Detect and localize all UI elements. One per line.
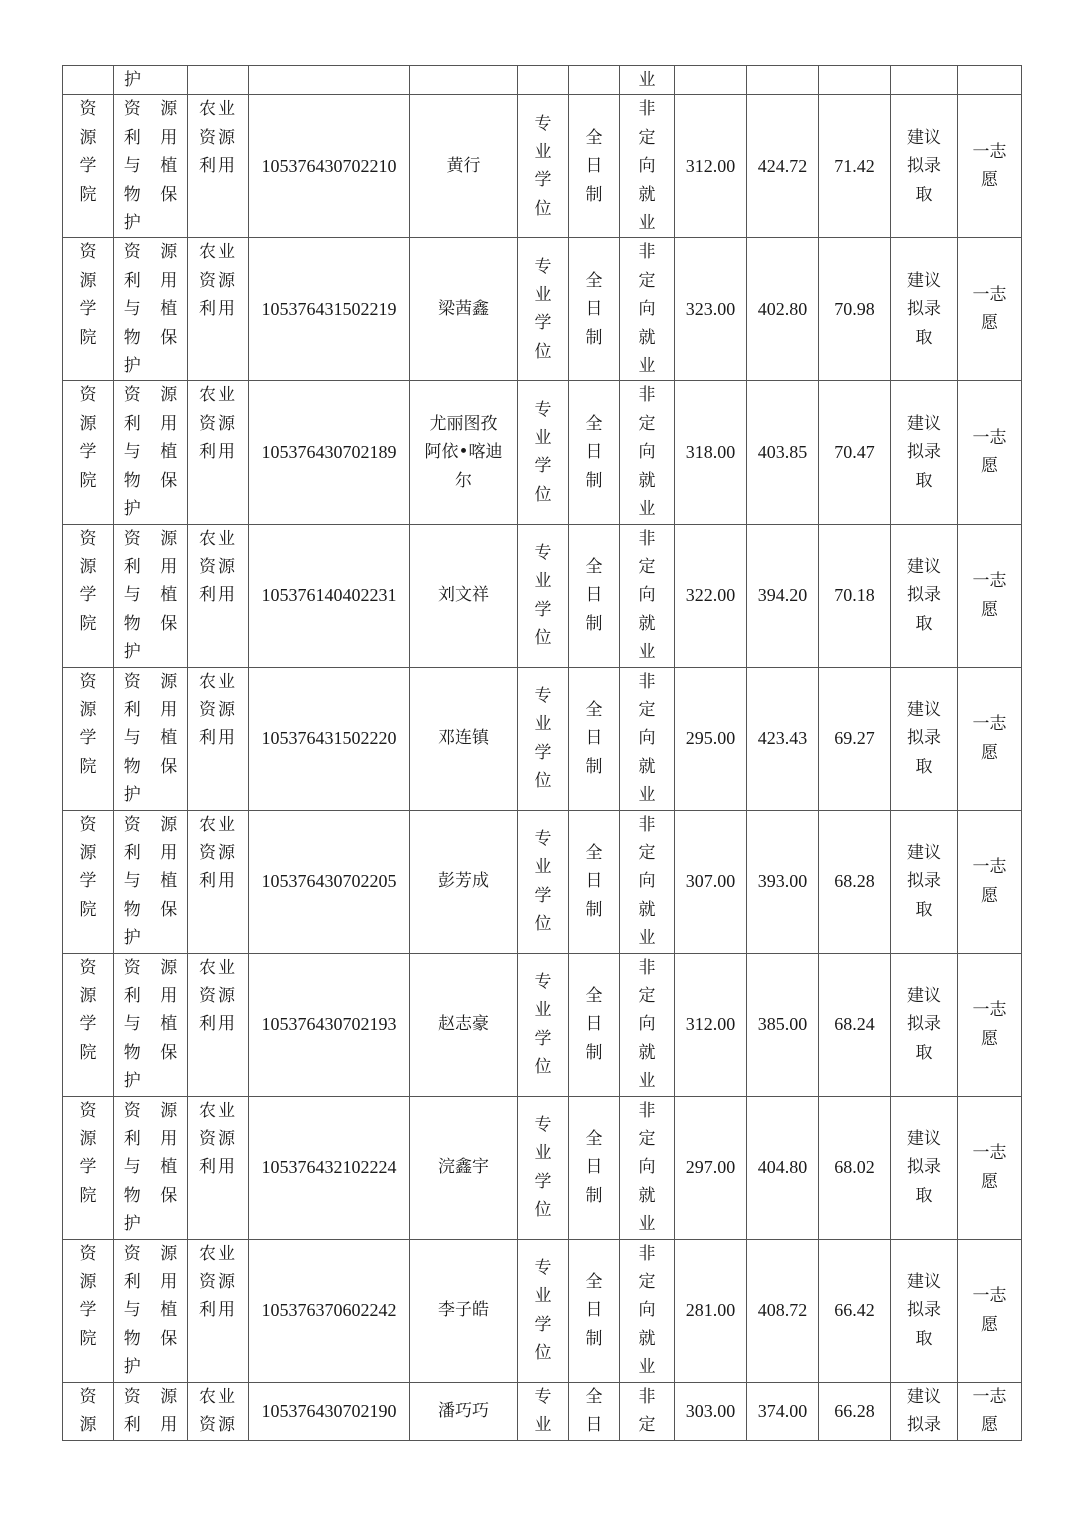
retest-score-cell: 408.72 <box>747 1239 819 1382</box>
exam-id-cell: 105376431502220 <box>249 667 410 810</box>
decision-cell <box>891 66 958 95</box>
total-score-cell: 68.24 <box>819 953 891 1096</box>
total-cell <box>819 66 891 95</box>
total-score-cell: 68.02 <box>819 1096 891 1239</box>
table-row <box>63 381 1022 524</box>
degree-type-cell: 专业学位 <box>518 95 569 238</box>
name-cell: 李子皓 <box>410 1239 518 1382</box>
table-row <box>63 953 1022 1096</box>
name-cell: 黄行 <box>410 95 518 238</box>
study-mode-cell: 全日制 <box>569 95 620 238</box>
major-cell: 资 源 利 用 与 植 物 保 护 <box>114 1096 188 1239</box>
major-cell: 资 源 利 用 与 植 物 保 护 <box>114 381 188 524</box>
college-cell: 资源学院 <box>63 810 114 953</box>
degree-type-cell: 专业学位 <box>518 1096 569 1239</box>
direction-cell: 农业资源利用 <box>188 381 249 524</box>
study-mode-cell: 全日制 <box>569 953 620 1096</box>
exam-id-cell: 105376430702210 <box>249 95 410 238</box>
college-cell: 资源学院 <box>63 95 114 238</box>
prelim-score-cell: 318.00 <box>675 381 747 524</box>
retest-cell <box>747 66 819 95</box>
decision-cell: 建议拟录取 <box>891 238 958 381</box>
decision-cell: 建议拟录取 <box>891 1239 958 1382</box>
exam-id-cell: 105376140402231 <box>249 524 410 667</box>
direction-cell: 农业资源利用 <box>188 524 249 667</box>
choice-cell: 一志愿 <box>958 810 1022 953</box>
employment-type-cell: 非定向就业 <box>620 524 675 667</box>
exam-id-cell: 105376430702205 <box>249 810 410 953</box>
partial-top-row <box>63 66 1022 95</box>
major-cell: 资 源 利 用 与 植 物 保 护 <box>114 95 188 238</box>
name-cell: 梁茜鑫 <box>410 238 518 381</box>
total-score-cell: 70.47 <box>819 381 891 524</box>
table-row <box>63 1239 1022 1382</box>
direction-cell: 农业资源利用 <box>188 1096 249 1239</box>
choice-cell: 一志愿 <box>958 667 1022 810</box>
major-cell: 资 源 利 用 与 植 物 保 护 <box>114 953 188 1096</box>
id-cell <box>249 66 410 95</box>
prelim-score-cell: 307.00 <box>675 810 747 953</box>
name-cell: 潘巧巧 <box>410 1382 518 1440</box>
degree-type-cell: 专业 <box>518 1382 569 1440</box>
employment-type-cell: 非定向就业 <box>620 95 675 238</box>
admission-table <box>62 65 1022 1441</box>
degree-type-cell: 专业学位 <box>518 667 569 810</box>
retest-score-cell: 403.85 <box>747 381 819 524</box>
decision-cell: 建议拟录取 <box>891 810 958 953</box>
decision-cell: 建议拟录取 <box>891 667 958 810</box>
decision-cell: 建议拟录取 <box>891 381 958 524</box>
choice-cell: 一志愿 <box>958 1096 1022 1239</box>
direction-cell: 农业资源利用 <box>188 667 249 810</box>
prelim-score-cell: 312.00 <box>675 95 747 238</box>
decision-cell: 建议拟录取 <box>891 1096 958 1239</box>
decision-cell: 建议拟录取 <box>891 95 958 238</box>
employment-type-cell: 非定 <box>620 1382 675 1440</box>
employment-type-cell: 非定向就业 <box>620 667 675 810</box>
name-cell: 尤丽图孜阿依•喀迪尔 <box>410 381 518 524</box>
total-score-cell: 71.42 <box>819 95 891 238</box>
name-cell: 彭芳成 <box>410 810 518 953</box>
degree-type-cell: 专业学位 <box>518 953 569 1096</box>
study-mode-cell: 全日制 <box>569 524 620 667</box>
degree-cell <box>518 66 569 95</box>
college-cell: 资源学院 <box>63 381 114 524</box>
prelim-score-cell: 297.00 <box>675 1096 747 1239</box>
study-mode-cell: 全日制 <box>569 381 620 524</box>
table-row <box>63 95 1022 238</box>
table-row <box>63 810 1022 953</box>
college-cell <box>63 66 114 95</box>
major-cell: 护 <box>114 66 188 95</box>
retest-score-cell: 394.20 <box>747 524 819 667</box>
prelim-score-cell: 323.00 <box>675 238 747 381</box>
employment-type-cell: 非定向就业 <box>620 381 675 524</box>
name-cell: 浣鑫宇 <box>410 1096 518 1239</box>
choice-cell: 一志愿 <box>958 381 1022 524</box>
degree-type-cell: 专业学位 <box>518 1239 569 1382</box>
name-cell: 赵志豪 <box>410 953 518 1096</box>
prelim-cell <box>675 66 747 95</box>
retest-score-cell: 423.43 <box>747 667 819 810</box>
choice-cell: 一志愿 <box>958 1382 1022 1440</box>
mode-cell <box>569 66 620 95</box>
major-cell: 资 源 利 用 与 植 物 保 护 <box>114 1239 188 1382</box>
name-cell: 邓连镇 <box>410 667 518 810</box>
prelim-score-cell: 303.00 <box>675 1382 747 1440</box>
degree-type-cell: 专业学位 <box>518 381 569 524</box>
table-row <box>63 1096 1022 1239</box>
direction-cell: 农业资源利用 <box>188 810 249 953</box>
choice-cell: 一志愿 <box>958 238 1022 381</box>
college-cell: 资源学院 <box>63 524 114 667</box>
study-mode-cell: 全日制 <box>569 810 620 953</box>
table-row <box>63 524 1022 667</box>
degree-type-cell: 专业学位 <box>518 524 569 667</box>
decision-cell: 建议拟录取 <box>891 524 958 667</box>
total-score-cell: 70.18 <box>819 524 891 667</box>
name-cell <box>410 66 518 95</box>
retest-score-cell: 402.80 <box>747 238 819 381</box>
degree-type-cell: 专业学位 <box>518 810 569 953</box>
college-cell: 资源学院 <box>63 667 114 810</box>
major-cell: 资 源 利 用 与 植 物 保 护 <box>114 810 188 953</box>
study-mode-cell: 全日制 <box>569 238 620 381</box>
exam-id-cell: 105376370602242 <box>249 1239 410 1382</box>
retest-score-cell: 404.80 <box>747 1096 819 1239</box>
prelim-score-cell: 281.00 <box>675 1239 747 1382</box>
study-mode-cell: 全日 <box>569 1382 620 1440</box>
exam-id-cell: 105376431502219 <box>249 238 410 381</box>
direction-cell: 农业资源 <box>188 1382 249 1440</box>
retest-score-cell: 374.00 <box>747 1382 819 1440</box>
prelim-score-cell: 312.00 <box>675 953 747 1096</box>
employment-type-cell: 非定向就业 <box>620 238 675 381</box>
college-cell: 资源学院 <box>63 1239 114 1382</box>
college-cell: 资源学院 <box>63 238 114 381</box>
exam-id-cell: 105376432102224 <box>249 1096 410 1239</box>
decision-cell: 建议拟录取 <box>891 953 958 1096</box>
direction-cell: 农业资源利用 <box>188 1239 249 1382</box>
degree-type-cell: 专业学位 <box>518 238 569 381</box>
choice-cell: 一志愿 <box>958 95 1022 238</box>
direction-cell: 农业资源利用 <box>188 238 249 381</box>
major-cell: 资 源 利 用 与 植 物 保 护 <box>114 524 188 667</box>
total-score-cell: 70.98 <box>819 238 891 381</box>
prelim-score-cell: 295.00 <box>675 667 747 810</box>
table-row <box>63 238 1022 381</box>
exam-id-cell: 105376430702189 <box>249 381 410 524</box>
study-mode-cell: 全日制 <box>569 667 620 810</box>
prelim-score-cell: 322.00 <box>675 524 747 667</box>
direction-cell <box>188 66 249 95</box>
retest-score-cell: 385.00 <box>747 953 819 1096</box>
partial-bottom-row <box>63 1382 1022 1440</box>
name-cell: 刘文祥 <box>410 524 518 667</box>
total-score-cell: 68.28 <box>819 810 891 953</box>
study-mode-cell: 全日制 <box>569 1239 620 1382</box>
employment-type-cell: 非定向就业 <box>620 953 675 1096</box>
table-row <box>63 667 1022 810</box>
retest-score-cell: 424.72 <box>747 95 819 238</box>
employment-type-cell: 非定向就业 <box>620 1096 675 1239</box>
retest-score-cell: 393.00 <box>747 810 819 953</box>
employ-cell: 业 <box>620 66 675 95</box>
choice-cell: 一志愿 <box>958 524 1022 667</box>
choice-cell <box>958 66 1022 95</box>
employment-type-cell: 非定向就业 <box>620 810 675 953</box>
employment-type-cell: 非定向就业 <box>620 1239 675 1382</box>
major-cell: 资 源 利 用 <box>114 1382 188 1440</box>
total-score-cell: 66.28 <box>819 1382 891 1440</box>
major-cell: 资 源 利 用 与 植 物 保 护 <box>114 238 188 381</box>
choice-cell: 一志愿 <box>958 953 1022 1096</box>
college-cell: 资源 <box>63 1382 114 1440</box>
exam-id-cell: 105376430702190 <box>249 1382 410 1440</box>
college-cell: 资源学院 <box>63 1096 114 1239</box>
total-score-cell: 69.27 <box>819 667 891 810</box>
major-cell: 资 源 利 用 与 植 物 保 护 <box>114 667 188 810</box>
study-mode-cell: 全日制 <box>569 1096 620 1239</box>
total-score-cell: 66.42 <box>819 1239 891 1382</box>
exam-id-cell: 105376430702193 <box>249 953 410 1096</box>
direction-cell: 农业资源利用 <box>188 953 249 1096</box>
direction-cell: 农业资源利用 <box>188 95 249 238</box>
choice-cell: 一志愿 <box>958 1239 1022 1382</box>
decision-cell: 建议拟录 <box>891 1382 958 1440</box>
college-cell: 资源学院 <box>63 953 114 1096</box>
